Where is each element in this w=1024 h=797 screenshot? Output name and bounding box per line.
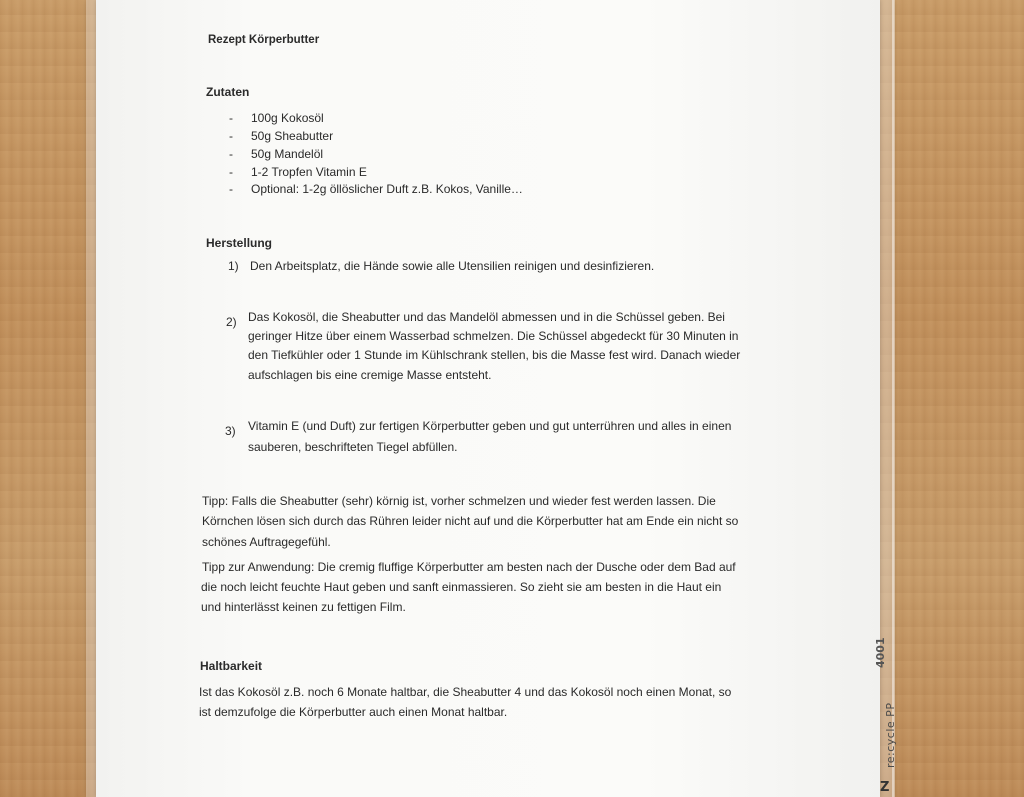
step-text: Das Kokosöl, die Sheabutter und das Mandelöl abmessen und in die Schüssel geben. Bei — [248, 310, 725, 324]
ingredient-item: 50g Mandelöl — [251, 147, 324, 161]
ingredient-item: 1-2 Tropfen Vitamin E — [251, 165, 367, 179]
paragraph-line: Ist das Kokosöl z.B. noch 6 Monate haltbar, die Sheabutter 4 und das Kokosöl noch einen Monat, so — [199, 685, 732, 699]
step-text: Den Arbeitsplatz, die Hände sowie alle Utensilien reinigen und desinfizieren. — [250, 259, 655, 273]
paragraph-line: schönes Auftragegefühl. — [202, 535, 331, 549]
sleeve-logo: Z — [880, 780, 890, 795]
ingredient-item: 50g Sheabutter — [251, 129, 334, 143]
paragraph-line: und hinterlässt keinen zu fettigen Film. — [201, 600, 406, 614]
paragraph-line: Tipp: Falls die Sheabutter (sehr) körnig ist, vorher schmelzen und wieder fest werden lassen. Die — [202, 494, 716, 508]
sleeve-code-label: 4001 — [874, 637, 887, 668]
preparation-heading: Herstellung — [206, 236, 273, 250]
step-text: den Tiefkühler oder 1 Stunde im Kühlschrank stellen, bis die Masse fest wird. Danach wieder — [248, 348, 741, 362]
list-bullet: - — [229, 147, 233, 161]
ingredient-item: Optional: 1-2g öllöslicher Duft z.B. Kokos, Vanille… — [251, 182, 523, 196]
sleeve-recycle-label: re:cycle PP — [884, 702, 897, 768]
step-number: 2) — [226, 315, 237, 329]
list-bullet: - — [229, 182, 233, 196]
step-text: geringer Hitze über einem Wasserbad schmelzen. Die Schüssel abgedeckt für 30 Minuten in — [248, 329, 739, 343]
page-title: Rezept Körperbutter — [208, 34, 320, 46]
ingredient-item: 100g Kokosöl — [251, 111, 324, 125]
recipe-page — [96, 0, 880, 797]
step-text: aufschlagen bis eine cremige Masse entsteht. — [248, 368, 492, 382]
paragraph-line: Körnchen lösen sich durch das Rühren leider nicht auf und die Körperbutter hat am Ende ein nicht so — [202, 514, 739, 528]
paragraph-line: ist demzufolge die Körperbutter auch einen Monat haltbar. — [199, 705, 508, 719]
list-bullet: - — [229, 111, 233, 125]
step-number: 3) — [225, 424, 236, 438]
list-bullet: - — [229, 165, 233, 179]
paragraph-line: Tipp zur Anwendung: Die cremig fluffige Körperbutter am besten nach der Dusche oder dem Bad auf — [202, 560, 736, 574]
step-text: Vitamin E (und Duft) zur fertigen Körperbutter geben und gut unterrühren und alles in einen — [248, 419, 732, 433]
ingredients-heading: Zutaten — [206, 85, 250, 99]
paragraph-line: die noch leicht feuchte Haut geben und sanft einmassieren. So zieht sie am besten in die Haut ein — [201, 580, 722, 594]
list-bullet: - — [229, 129, 233, 143]
step-text: sauberen, beschrifteten Tiegel abfüllen. — [248, 440, 458, 454]
sleeve-edge — [892, 0, 895, 797]
step-number: 1) — [228, 259, 239, 273]
shelf-life-heading: Haltbarkeit — [200, 659, 263, 673]
